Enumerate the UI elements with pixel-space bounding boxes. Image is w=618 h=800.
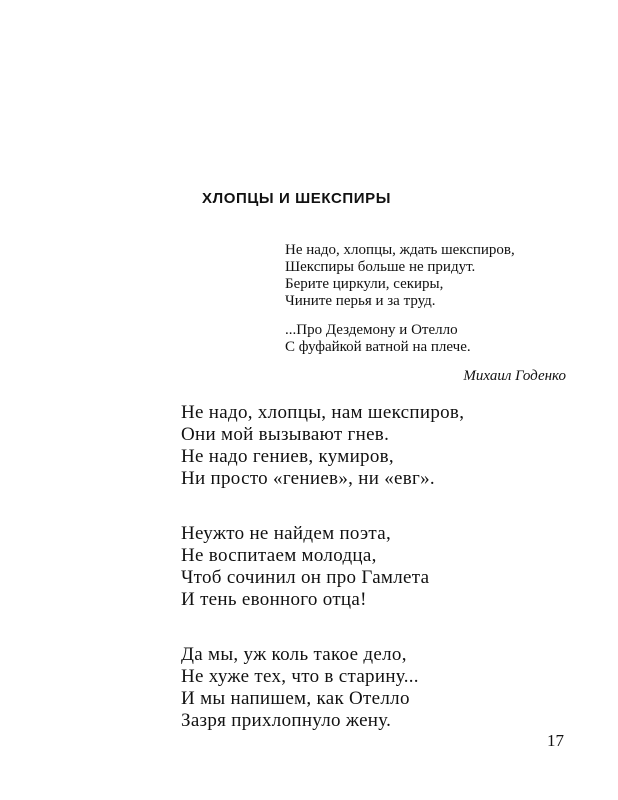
poem-line: И тень евонного отца!: [181, 589, 367, 610]
poem-line: Ни просто «гениев», ни «евг».: [181, 468, 435, 489]
poem-line: Зазря прихлопнуло жену.: [181, 710, 392, 731]
stanza-gap: [181, 490, 464, 523]
poem-body: [181, 402, 464, 732]
poem-title: ХЛОПЦЫ И ШЕКСПИРЫ: [202, 190, 392, 207]
poem-line: Да мы, уж коль такое дело,: [181, 644, 407, 665]
stanza-gap: [181, 611, 464, 644]
epigraph-line: Шекспиры больше не придут.: [285, 259, 476, 275]
epigraph-line: Берите циркули, секиры,: [285, 276, 444, 292]
epigraph-author: Михаил Годенко: [463, 368, 566, 384]
epigraph-line: Не надо, хлопцы, ждать шекспиров,: [285, 242, 515, 258]
page-number: 17: [547, 731, 564, 750]
poem-line: Не надо, хлопцы, нам шекспиров,: [181, 402, 465, 423]
poem-line: Чтоб сочинил он про Гамлета: [181, 567, 430, 588]
poem-line: Неужто не найдем поэта,: [181, 523, 392, 544]
poem-line: Не хуже тех, что в старину...: [181, 666, 419, 687]
epigraph: [285, 242, 515, 356]
epigraph-line: Чините перья и за труд.: [285, 293, 436, 309]
poem-line: И мы напишем, как Отелло: [181, 688, 410, 709]
epigraph-line: ...Про Дездемону и Отелло: [285, 322, 458, 338]
epigraph-line: С фуфайкой ватной на плече.: [285, 339, 471, 355]
poem-line: Они мой вызывают гнев.: [181, 424, 390, 445]
poem-line: Не воспитаем молодца,: [181, 545, 377, 566]
poem-line: Не надо гениев, кумиров,: [181, 446, 394, 467]
stanza-gap: [285, 310, 515, 322]
